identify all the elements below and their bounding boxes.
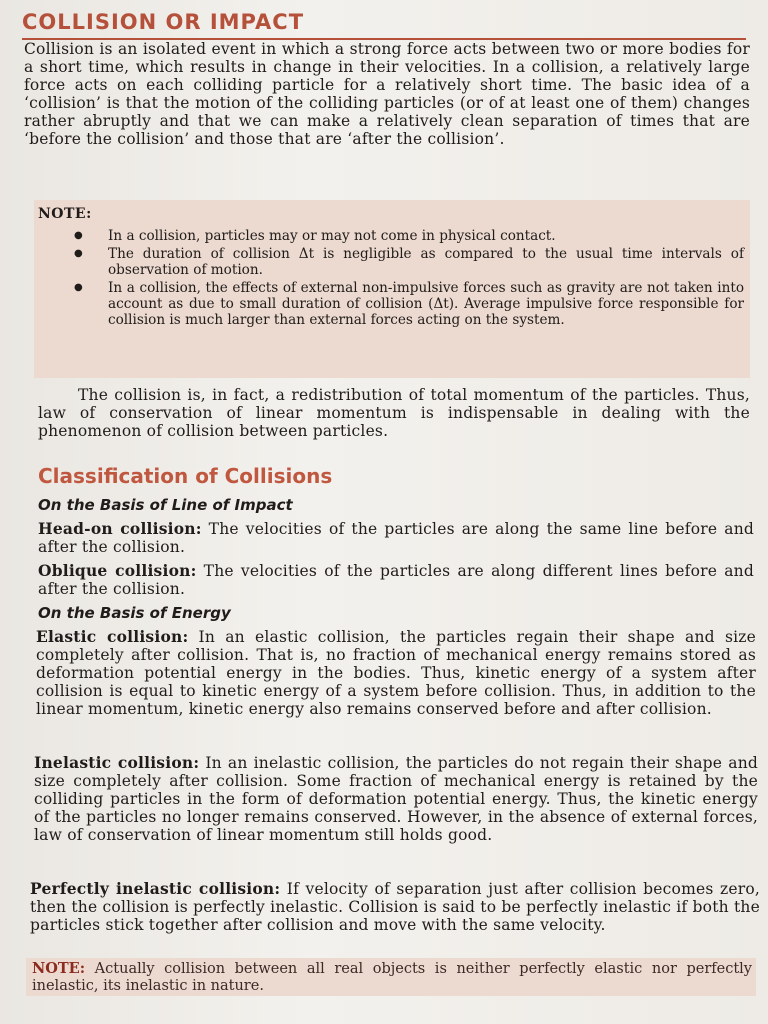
elastic-text: In an elastic collision, the particles regain their shape and size completely after collision. That is, no fraction of mechanical energy remains stored as deformation potential energy in the bodies. Thus, kinetic energy of a system after collision is equal to kinetic energy of a system before collision. Thus, in addition to the linear momentum, kinetic energy also remains conserved before and after collision. [36, 628, 757, 718]
inelastic-text: In an inelastic collision, the particles do not regain their shape and size completely after collision. Some fraction of mechanical energy is retained by the colliding particles in the form of deformation potential energy. Thus, the kinetic energy of the particles no longer remains conserved. However, in the absence of external forces, law of conservation of linear momentum still holds good. [34, 754, 758, 844]
oblique-text: The velocities of the particles are along different lines before and after the collision. [38, 562, 754, 598]
oblique-definition [38, 562, 754, 598]
perfectly-inelastic-text: If velocity of separation just after collision becomes zero, then the collision is perfectly inelastic. Collision is said to be perfectly inelastic if both the particles stick together after collision and move with the same velocity. [30, 880, 760, 934]
note-title: NOTE: [38, 206, 92, 222]
perfectly-inelastic-term: Perfectly inelastic collision: [30, 879, 281, 898]
note-item: ● The duration of collision Δt is negligible as compared to the usual time intervals of observation of motion. [74, 246, 744, 278]
elastic-definition [36, 628, 756, 718]
inelastic-definition [34, 754, 758, 844]
line-of-impact-subheading: On the Basis of Line of Impact [38, 496, 293, 514]
final-note [32, 960, 752, 995]
final-note-text: Actually collision between all real objects is neither perfectly elastic nor perfectly inelastic, its inelastic in nature. [32, 961, 752, 994]
redistribution-paragraph: The collision is, in fact, a redistribution of total momentum of the particles. Thus, law of conservation of linear momentum is indispensable in dealing with the phenomenon of collision between particles. [38, 386, 750, 440]
oblique-term: Oblique collision: [38, 561, 197, 580]
head-on-definition [38, 520, 754, 556]
head-on-term: Head-on collision: [38, 519, 202, 538]
final-note-label: NOTE: [32, 960, 86, 977]
inelastic-term: Inelastic collision: [34, 753, 200, 772]
note-item: ● In a collision, the effects of external non-impulsive forces such as gravity are not taken into account as due to small duration of collision (Δt). Average impulsive force responsible for collision is much larger than external forces acting on the system. [74, 280, 744, 328]
head-on-text: The velocities of the particles are along the same line before and after the collision. [38, 520, 754, 556]
elastic-term: Elastic collision: [36, 627, 189, 646]
intro-paragraph: Collision is an isolated event in which a strong force acts between two or more bodies for a short time, which results in change in their velocities. In a collision, a relatively large force acts on each colliding particle for a relatively short time. The basic idea of a ‘collision’ is that the motion of the colliding particles (or of at least one of them) changes rather abruptly and that we can make a relatively clean separation of times that are ‘before the collision’ and those that are ‘after the collision’. [24, 40, 750, 148]
energy-subheading: On the Basis of Energy [38, 604, 231, 622]
note-item: ● In a collision, particles may or may not come in physical contact. [74, 228, 744, 244]
classification-heading: Classification of Collisions [38, 464, 333, 488]
section-heading: COLLISION OR IMPACT [22, 10, 305, 34]
perfectly-inelastic-definition [30, 880, 760, 934]
note-list [74, 228, 744, 330]
